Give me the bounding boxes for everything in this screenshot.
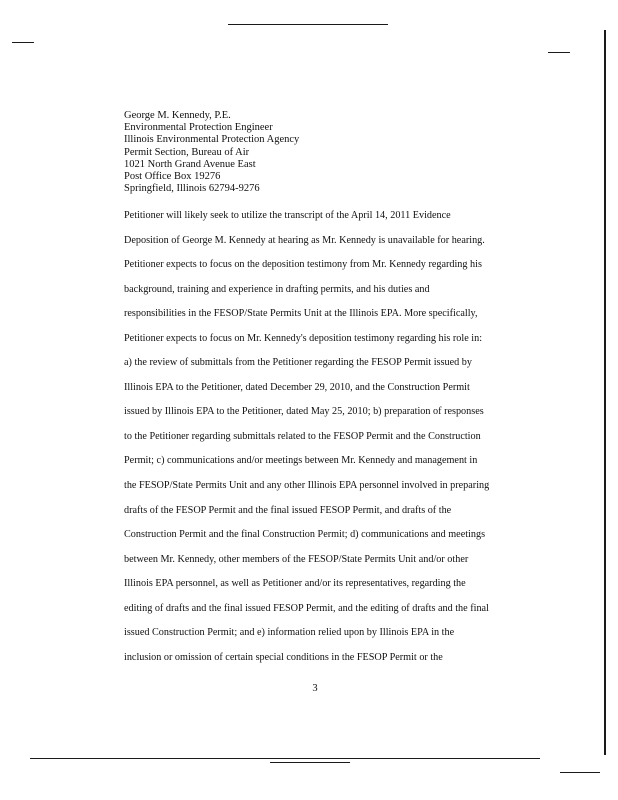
scan-artifact-bottom-corner-line: [560, 772, 600, 773]
address-section: Permit Section, Bureau of Air: [124, 146, 250, 158]
address-city: Springfield, Illinois 62794-9276: [124, 183, 260, 195]
body-line: issued Construction Permit; and e) information relied upon by Illinois EPA in the: [124, 627, 455, 639]
body-line: Petitioner expects to focus on Mr. Kennedy's deposition testimony regarding his role in:: [124, 332, 483, 344]
body-line: Illinois EPA personnel, as well as Petitioner and/or its representatives, regarding the: [124, 578, 466, 590]
body-line: drafts of the FESOP Permit and the final issued FESOP Permit, and drafts of the: [124, 504, 452, 516]
scan-artifact-bottom-line: [30, 758, 540, 759]
body-line: Petitioner will likely seek to utilize the transcript of the April 14, 2011 Evidence: [124, 210, 451, 221]
address-title: Environmental Protection Engineer: [124, 122, 273, 134]
body-line: Permit; c) communications and/or meetings between Mr. Kennedy and management in: [124, 455, 478, 467]
body-line: editing of drafts and the final issued FESOP Permit, and the editing of drafts and the final: [124, 602, 489, 614]
body-line: responsibilities in the FESOP/State Permits Unit at the Illinois EPA. More specifically,: [124, 308, 478, 320]
scan-artifact-right-border: [604, 30, 606, 755]
body-line: the FESOP/State Permits Unit and any other Illinois EPA personnel involved in preparing: [124, 480, 490, 492]
body-line: Construction Permit and the final Construction Permit; d) communications and meetings: [124, 529, 486, 541]
body-line: Petitioner expects to focus on the deposition testimony from Mr. Kennedy regarding his: [124, 259, 482, 271]
body-line: a) the review of submittals from the Petitioner regarding the FESOP Permit issued by: [124, 357, 472, 369]
scan-artifact-top-line: [228, 24, 388, 25]
body-paragraph: [124, 209, 524, 675]
body-line: between Mr. Kennedy, other members of the FESOP/State Permits Unit and/or other: [124, 553, 469, 565]
body-line: to the Petitioner regarding submittals related to the FESOP Permit and the Construction: [124, 430, 481, 442]
address-street: 1021 North Grand Avenue East: [124, 158, 256, 170]
scan-artifact-left-tick: [12, 42, 34, 43]
address-po-box: Post Office Box 19276: [124, 171, 221, 183]
address-block: [124, 110, 299, 195]
body-line: background, training and experience in drafting permits, and his duties and: [124, 283, 430, 295]
body-line: Deposition of George M. Kennedy at hearing as Mr. Kennedy is unavailable for hearing.: [124, 234, 485, 246]
address-name: George M. Kennedy, P.E.: [124, 110, 231, 121]
scan-artifact-right-tick: [548, 52, 570, 53]
scan-artifact-bottom-line-short: [270, 762, 350, 763]
page-number: 3: [312, 683, 318, 694]
body-line: Illinois EPA to the Petitioner, dated December 29, 2010, and the Construction Permit: [124, 381, 470, 393]
body-line: issued by Illinois EPA to the Petitioner, dated May 25, 2010; b) preparation of responses: [124, 406, 484, 418]
body-line: inclusion or omission of certain special conditions in the FESOP Permit or the: [124, 651, 443, 663]
address-agency: Illinois Environmental Protection Agency: [124, 134, 300, 146]
